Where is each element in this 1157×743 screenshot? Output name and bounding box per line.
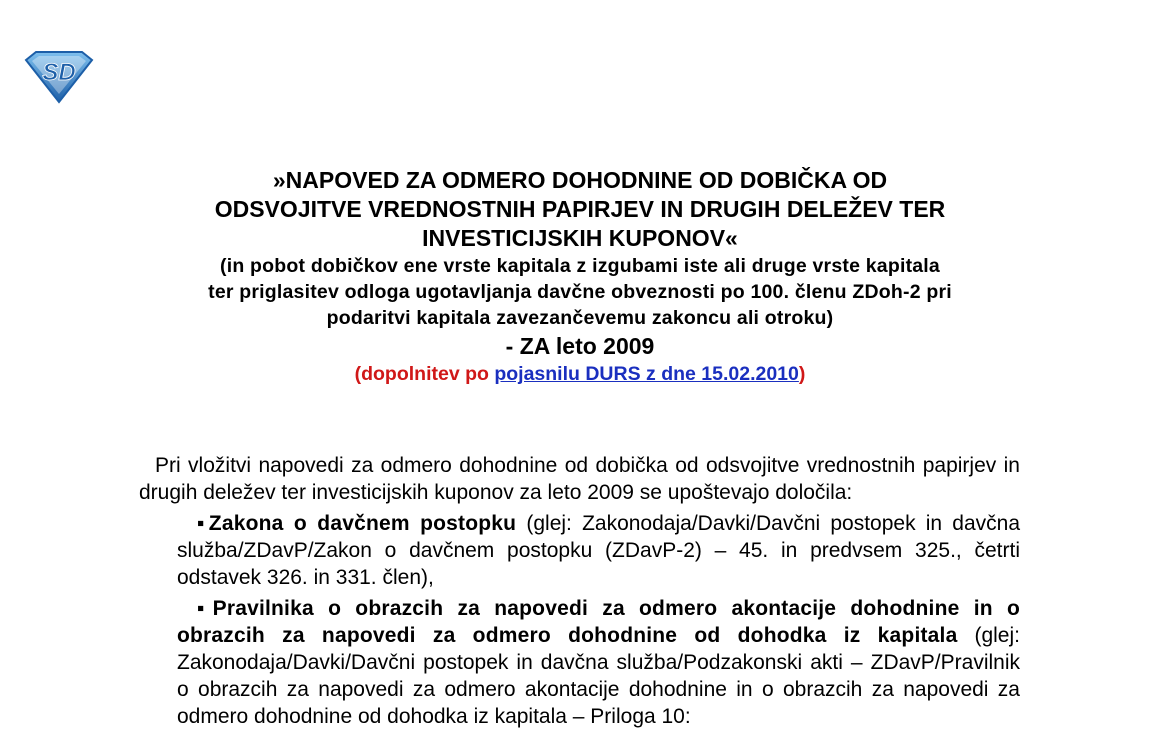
year-line: - ZA leto 2009 [505, 333, 655, 359]
bullet-bold-text: Pravilnika o obrazcih za napovedi za odmero akontacije dohodnine in o obrazcih za napovedi za odmero dohodnine od dohodka iz kapitala [177, 597, 1020, 647]
title-line-2: ODSVOJITVE VREDNOSTNIH PAPIRJEV IN DRUGIH DELEŽEV TER [214, 196, 946, 222]
bullet-bold-text: Zakona o davčnem postopku [208, 512, 517, 535]
bullet-marker-icon: ▪ [197, 597, 213, 620]
supplement-prefix: (dopolnitev po [354, 363, 495, 385]
bullet-item-pravilnik [177, 595, 1020, 730]
subtitle-line-1: (in pobot dobičkov ene vrste kapitala z izgubami iste ali druge vrste kapitala [220, 255, 940, 277]
subtitle-line-2: ter priglasitev odloga ugotavljanja davčne obveznosti po 100. členu ZDoh-2 pri [208, 281, 952, 303]
bullet-marker-icon: ▪ [197, 512, 209, 535]
title-line-3: INVESTICIJSKIH KUPONOV« [422, 225, 738, 251]
supplement-note [130, 361, 1030, 387]
title-line-1: »NAPOVED ZA ODMERO DOHODNINE OD DOBIČKA OD [272, 167, 888, 193]
bullet-item-zdavp [177, 510, 1020, 591]
logo-text: SD [42, 59, 76, 86]
subtitle-line-3: podaritvi kapitala zavezančevemu zakoncu ali otroku) [326, 307, 834, 329]
document-body [139, 452, 1020, 730]
company-logo-icon [22, 50, 96, 104]
document-header [130, 166, 1030, 387]
durs-explanation-link[interactable]: pojasnilu DURS z dne 15.02.2010 [494, 363, 799, 385]
bullet-text: (glej: Zakonodaja/Davki/Davčni postopek in davčna služba/ZDavP/Zakon o davčnem postopku (ZDavP-2) – 45. in predvsem 325., četrti odstavek 326. in 331. člen), [177, 512, 1020, 589]
bullet-text: (glej: Zakonodaja/Davki/Davčni postopek in davčna služba/Podzakonski akti – ZDavP/Pravilnik o obrazcih za napovedi za odmero akontacije dohodnine in o obrazcih za napovedi za odmero dohodnine od dohodka iz kapitala – Priloga 10: [177, 624, 1020, 728]
intro-paragraph: Pri vložitvi napovedi za odmero dohodnine od dobička od odsvojitve vrednostnih papirjev in drugih deležev ter investicijskih kuponov za leto 2009 se upoštevajo določila: [139, 454, 1020, 504]
supplement-suffix: ) [798, 363, 806, 385]
